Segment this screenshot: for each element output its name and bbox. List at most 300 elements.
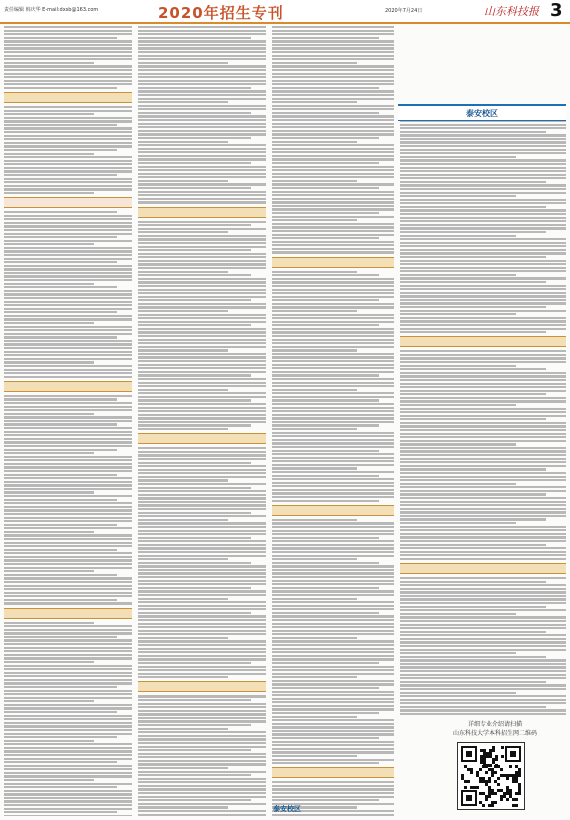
text-line (400, 483, 516, 485)
subsection-heading-bar (272, 505, 394, 516)
qr-module (501, 746, 504, 749)
text-line (400, 252, 566, 254)
text-line (4, 815, 132, 816)
text-line (138, 724, 251, 726)
text-line (4, 563, 132, 565)
text-line (138, 33, 266, 35)
text-line (4, 351, 132, 353)
text-line (400, 270, 566, 272)
text-line (272, 371, 394, 373)
text-line (138, 572, 266, 574)
text-line (138, 424, 251, 426)
text-line (138, 504, 266, 506)
text-line (272, 478, 394, 480)
text-line (272, 141, 357, 143)
qr-module (494, 792, 497, 795)
text-line (4, 47, 132, 49)
text-line (4, 413, 94, 415)
text-line (138, 331, 266, 333)
text-line (4, 517, 132, 519)
issue-date: 2020年7月24日 (385, 8, 423, 14)
text-line (138, 382, 266, 384)
text-line (4, 736, 117, 738)
text-line (138, 796, 266, 798)
text-line (138, 447, 266, 449)
text-line (138, 710, 266, 712)
text-line (272, 219, 357, 221)
text-line (272, 62, 357, 64)
text-line (4, 567, 132, 569)
text-line (4, 272, 132, 274)
text-line (4, 181, 132, 183)
text-line (138, 26, 266, 28)
qr-module (479, 768, 482, 771)
text-line (400, 476, 566, 478)
text-line (400, 443, 516, 445)
text-line (400, 149, 566, 151)
text-line (400, 458, 566, 460)
text-line (4, 524, 117, 526)
text-line (272, 289, 394, 291)
text-line (272, 637, 357, 639)
text-line (272, 712, 379, 714)
text-line (272, 615, 394, 617)
text-line (400, 461, 566, 463)
text-line (400, 602, 566, 604)
text-line (272, 737, 379, 739)
text-line (272, 601, 394, 603)
text-line (4, 506, 132, 508)
text-line (138, 292, 266, 294)
text-line (272, 241, 394, 243)
text-line (4, 142, 132, 144)
text-line (272, 417, 394, 419)
text-line (138, 428, 228, 430)
text-line (138, 274, 251, 276)
text-line (4, 398, 117, 400)
text-line (4, 549, 117, 551)
text-line (138, 637, 228, 639)
text-line (400, 141, 566, 143)
text-line (138, 633, 266, 635)
text-line (138, 253, 266, 255)
text-line (272, 716, 357, 718)
text-line (400, 533, 566, 535)
text-line (138, 598, 228, 600)
text-line (4, 395, 132, 397)
text-line (272, 223, 394, 225)
text-line (4, 73, 132, 75)
text-line (4, 725, 132, 727)
text-line (4, 808, 132, 810)
text-line (272, 762, 379, 764)
text-line (272, 80, 394, 82)
text-line (138, 65, 266, 67)
text-line (138, 508, 266, 510)
qr-module (518, 792, 521, 795)
text-line (138, 476, 266, 478)
text-line (138, 155, 266, 157)
text-line (400, 295, 566, 297)
qr-module (485, 798, 488, 801)
text-line (400, 645, 566, 647)
text-line (4, 758, 132, 760)
text-line (400, 511, 566, 513)
text-line (4, 470, 132, 472)
text-line (400, 375, 566, 377)
text-line (4, 765, 132, 767)
text-line (138, 673, 266, 675)
text-line (138, 760, 266, 762)
qr-caption-line-1: 详细专业介绍请扫描 (467, 721, 522, 728)
text-line (272, 399, 379, 401)
text-line (4, 570, 94, 572)
text-line (272, 248, 394, 250)
text-line (400, 613, 516, 615)
text-line (138, 310, 228, 312)
text-line (4, 225, 132, 227)
text-line (138, 547, 266, 549)
text-line (400, 127, 566, 129)
text-line (4, 354, 132, 356)
text-line (400, 302, 566, 304)
text-line (272, 489, 394, 491)
text-line (4, 542, 132, 544)
text-line (272, 76, 394, 78)
text-line (4, 279, 132, 281)
text-line (138, 781, 266, 783)
text-line (4, 347, 132, 349)
qr-code[interactable] (457, 742, 525, 810)
text-line (272, 47, 394, 49)
qr-module (485, 771, 488, 774)
text-line (400, 429, 566, 431)
text-line (400, 627, 566, 629)
text-line (4, 58, 132, 60)
text-line (272, 40, 394, 42)
text-line (4, 545, 132, 547)
text-line (138, 62, 228, 64)
text-line (400, 379, 566, 381)
text-line (138, 166, 266, 168)
text-line (272, 687, 379, 689)
text-line (272, 353, 394, 355)
text-line (400, 209, 566, 211)
text-line (138, 201, 266, 203)
text-line (272, 730, 394, 732)
text-line (4, 639, 132, 641)
text-line (4, 682, 132, 684)
text-line (272, 244, 394, 246)
text-line (272, 83, 394, 85)
text-line (138, 30, 266, 32)
text-line (4, 800, 132, 802)
text-line (272, 759, 394, 761)
text-line (272, 335, 394, 337)
qr-module (464, 786, 467, 789)
text-line (272, 374, 379, 376)
text-line (272, 655, 394, 657)
text-line (400, 670, 566, 672)
text-line (4, 679, 132, 681)
text-line (400, 159, 566, 161)
text-line (138, 551, 266, 553)
text-line (4, 340, 132, 342)
section-heading-taian: 泰安校区 (398, 104, 566, 121)
text-line (272, 619, 394, 621)
text-line (272, 148, 394, 150)
text-line (138, 133, 266, 135)
text-line (272, 51, 394, 53)
qr-module (491, 774, 494, 777)
text-line (272, 450, 379, 452)
text-line (4, 80, 132, 82)
text-line (138, 417, 266, 419)
qr-module (495, 764, 498, 767)
text-line (400, 598, 566, 600)
text-line (272, 446, 394, 448)
text-line (138, 703, 266, 705)
text-line (4, 290, 132, 292)
text-line (138, 462, 251, 464)
text-line (138, 644, 266, 646)
text-line (4, 361, 94, 363)
text-line (4, 26, 132, 28)
text-line (138, 83, 266, 85)
text-line (400, 606, 546, 608)
subsection-heading-bar (4, 92, 132, 103)
text-line (272, 173, 394, 175)
text-line (272, 453, 394, 455)
text-line (272, 198, 394, 200)
text-line (138, 490, 266, 492)
text-line (138, 537, 251, 539)
text-line (272, 562, 379, 564)
text-line (4, 665, 132, 667)
text-line (138, 260, 266, 262)
text-line (400, 418, 546, 420)
text-line (4, 44, 132, 46)
text-line (4, 588, 132, 590)
text-line (400, 529, 566, 531)
text-line (272, 471, 394, 473)
text-line (138, 806, 228, 808)
text-line (138, 321, 266, 323)
text-line (4, 113, 94, 115)
text-line (272, 296, 394, 298)
text-line (4, 434, 132, 436)
text-line (138, 235, 266, 237)
text-line (400, 706, 546, 708)
text-line (272, 285, 394, 287)
text-line (400, 577, 566, 579)
text-line (138, 746, 266, 748)
text-line (272, 608, 394, 610)
qr-module (466, 751, 472, 757)
text-line (400, 292, 566, 294)
text-line (4, 110, 132, 112)
text-line (4, 783, 132, 785)
text-line (4, 188, 132, 190)
text-line (138, 399, 251, 401)
text-line (4, 715, 132, 717)
text-line (272, 58, 394, 60)
text-line (138, 713, 266, 715)
text-line (272, 212, 379, 214)
text-line (138, 151, 266, 153)
text-line (272, 662, 379, 664)
text-line (138, 749, 251, 751)
text-line (272, 533, 394, 535)
text-line (272, 201, 394, 203)
text-line (272, 392, 394, 394)
text-line (272, 492, 394, 494)
text-line (138, 469, 266, 471)
text-line (138, 569, 266, 571)
text-line (4, 754, 132, 756)
text-line (4, 672, 132, 674)
text-line (272, 310, 357, 312)
text-line (138, 314, 266, 316)
text-line (400, 220, 566, 222)
text-line (138, 494, 266, 496)
text-line (138, 735, 266, 737)
text-line (272, 691, 394, 693)
text-line (272, 216, 394, 218)
text-line (138, 378, 266, 380)
text-line (400, 277, 566, 279)
text-line (4, 37, 117, 39)
text-line (272, 460, 394, 462)
text-line (138, 640, 266, 642)
text-line (4, 729, 132, 731)
qr-module (494, 801, 497, 804)
text-line (272, 658, 394, 660)
text-line (138, 44, 266, 46)
text-line (272, 271, 357, 273)
text-line (4, 240, 132, 242)
text-line (4, 409, 132, 411)
text-line (138, 296, 266, 298)
text-line (138, 407, 266, 409)
text-line (4, 329, 132, 331)
text-line (272, 623, 394, 625)
text-line (138, 612, 251, 614)
text-line (138, 123, 266, 125)
qr-module (488, 795, 491, 798)
text-line (400, 558, 566, 560)
text-line (138, 130, 266, 132)
text-line (272, 522, 394, 524)
text-line (272, 537, 379, 539)
text-line (400, 310, 566, 312)
text-line (272, 587, 379, 589)
text-line (400, 397, 566, 399)
text-line (4, 632, 132, 634)
text-line (400, 540, 566, 542)
text-line (400, 634, 566, 636)
text-line (400, 692, 516, 694)
text-line (138, 738, 266, 740)
text-line (4, 145, 132, 147)
text-line (272, 234, 394, 236)
text-line (272, 719, 394, 721)
text-line (4, 286, 117, 288)
text-line (4, 488, 132, 490)
subsection-heading-bar (4, 197, 132, 208)
text-line (138, 717, 266, 719)
text-line (272, 281, 394, 283)
text-line (138, 623, 266, 625)
text-line (272, 569, 394, 571)
text-line (4, 445, 132, 447)
text-line (400, 425, 566, 427)
text-line (138, 278, 266, 280)
text-line (138, 814, 266, 816)
text-line (4, 236, 117, 238)
text-line (4, 675, 132, 677)
text-line (138, 371, 266, 373)
text-line (400, 620, 566, 622)
text-line (4, 761, 117, 763)
text-line (4, 750, 132, 752)
text-line (4, 222, 132, 224)
text-line (272, 155, 394, 157)
text-line (400, 436, 566, 438)
text-line (4, 423, 117, 425)
text-line (400, 184, 566, 186)
text-line (4, 293, 132, 295)
text-line (400, 681, 546, 683)
subsection-heading-bar (272, 767, 394, 778)
text-line (4, 740, 94, 742)
text-line (272, 555, 394, 557)
text-line (272, 112, 379, 114)
text-line (272, 87, 379, 89)
text-line (4, 106, 132, 108)
text-line (272, 331, 394, 333)
text-line (400, 450, 566, 452)
text-line (4, 804, 132, 806)
text-line (272, 666, 394, 668)
text-line (272, 130, 394, 132)
text-line (272, 630, 394, 632)
text-line (138, 695, 266, 697)
qr-module (470, 771, 473, 774)
qr-module (500, 798, 503, 801)
qr-module (515, 798, 518, 801)
subsection-heading-bar (400, 563, 566, 574)
text-line (138, 108, 266, 110)
text-line (272, 205, 394, 207)
text-line (138, 392, 266, 394)
subsection-heading-bar (272, 257, 394, 268)
text-line (138, 583, 266, 585)
text-line (272, 328, 394, 330)
text-line (138, 126, 266, 128)
text-line (138, 421, 266, 423)
text-line (400, 508, 566, 510)
text-line (138, 699, 251, 701)
text-line (138, 465, 266, 467)
text-line (4, 786, 117, 788)
text-line (138, 112, 251, 114)
text-line (138, 526, 266, 528)
text-line (4, 452, 94, 454)
text-line (272, 364, 394, 366)
text-line (4, 463, 132, 465)
text-line (272, 788, 394, 790)
